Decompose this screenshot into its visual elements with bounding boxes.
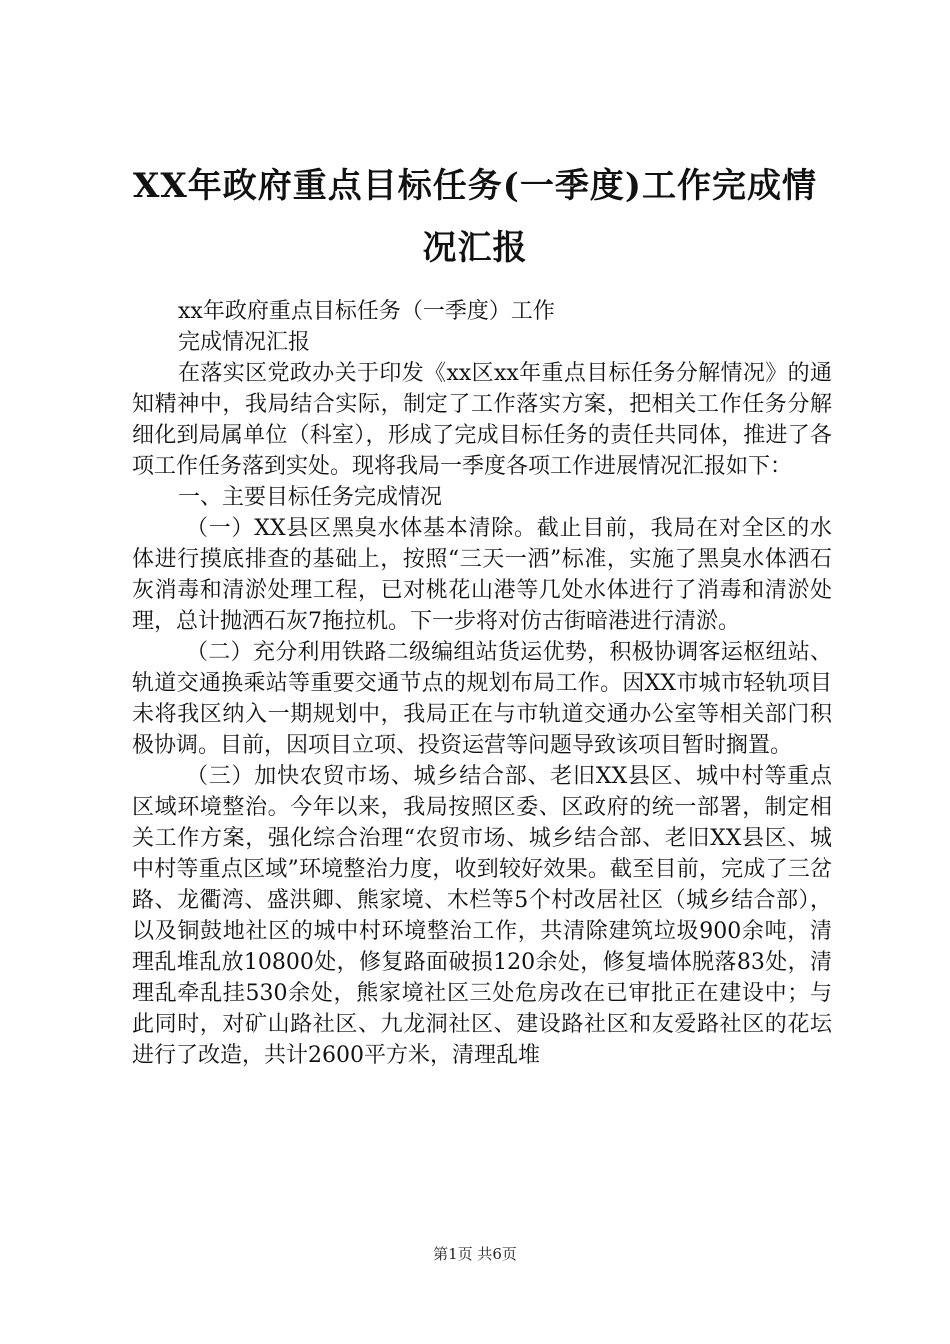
item-1-paragraph: （一）XX县区黑臭水体基本清除。截止目前，我局在对全区的水体进行摸底排查的基础上，按照“三天一洒”标准，实施了黑臭水体洒石灰消毒和清淤处理工程，已对桃花山港等几处水体进行了消毒和清淤处理，总计抛洒石灰7拖拉机。下一步将对仿古街暗港进行清淤。 (132, 516, 832, 634)
intro-paragraph: 在落实区党政办关于印发《xx区xx年重点目标任务分解情况》的通知精神中，我局结合实际，制定了工作落实方案，把相关工作任务分解细化到局属单位（科室），形成了完成目标任务的责任共同体，推进了各项工作任务落到实处。现将我局一季度各项工作进展情况汇报如下： (132, 361, 832, 479)
section-heading-1: 一、主要目标任务完成情况 (178, 485, 443, 510)
document-title-line-1: XX年政府重点目标任务(一季度)工作完成情 (133, 166, 817, 206)
document-body (132, 296, 832, 1071)
subtitle-line-2: 完成情况汇报 (178, 330, 311, 355)
document-title-line-2: 况汇报 (422, 228, 528, 268)
subtitle-line-1: xx年政府重点目标任务（一季度）工作 (178, 299, 555, 324)
item-3-paragraph: （三）加快农贸市场、城乡结合部、老旧XX县区、城中村等重点区域环境整治。今年以来，我局按照区委、区政府的统一部署，制定相关工作方案，强化综合治理“农贸市场、城乡结合部、老旧XX县区、城中村等重点区域”环境整治力度，收到较好效果。截至目前，完成了三岔路、龙衢湾、盛洪卿、熊家境、木栏等5个村改居社区（城乡结合部），以及铜鼓地社区的城中村环境整治工作，共清除建筑垃圾900余吨，清理乱堆乱放10800处，修复路面破损120余处，修复墙体脱落83处，清理乱牵乱挂530余处，熊家境社区三处危房改在已审批正在建设中；与此同时，对矿山路社区、九龙洞社区、建设路社区和友爱路社区的花坛进行了改造，共计2600平方米，清理乱堆 (132, 764, 832, 1068)
item-2-paragraph: （二）充分利用铁路二级编组站货运优势，积极协调客运枢纽站、轨道交通换乘站等重要交通节点的规划布局工作。因XX市城市轻轨项目未将我区纳入一期规划中，我局正在与市轨道交通办公室等相关部门积极协调。目前，因项目立项、投资运营等问题导致该项目暂时搁置。 (132, 640, 832, 758)
page-footer: 第1页 共6页 (433, 1245, 517, 1263)
